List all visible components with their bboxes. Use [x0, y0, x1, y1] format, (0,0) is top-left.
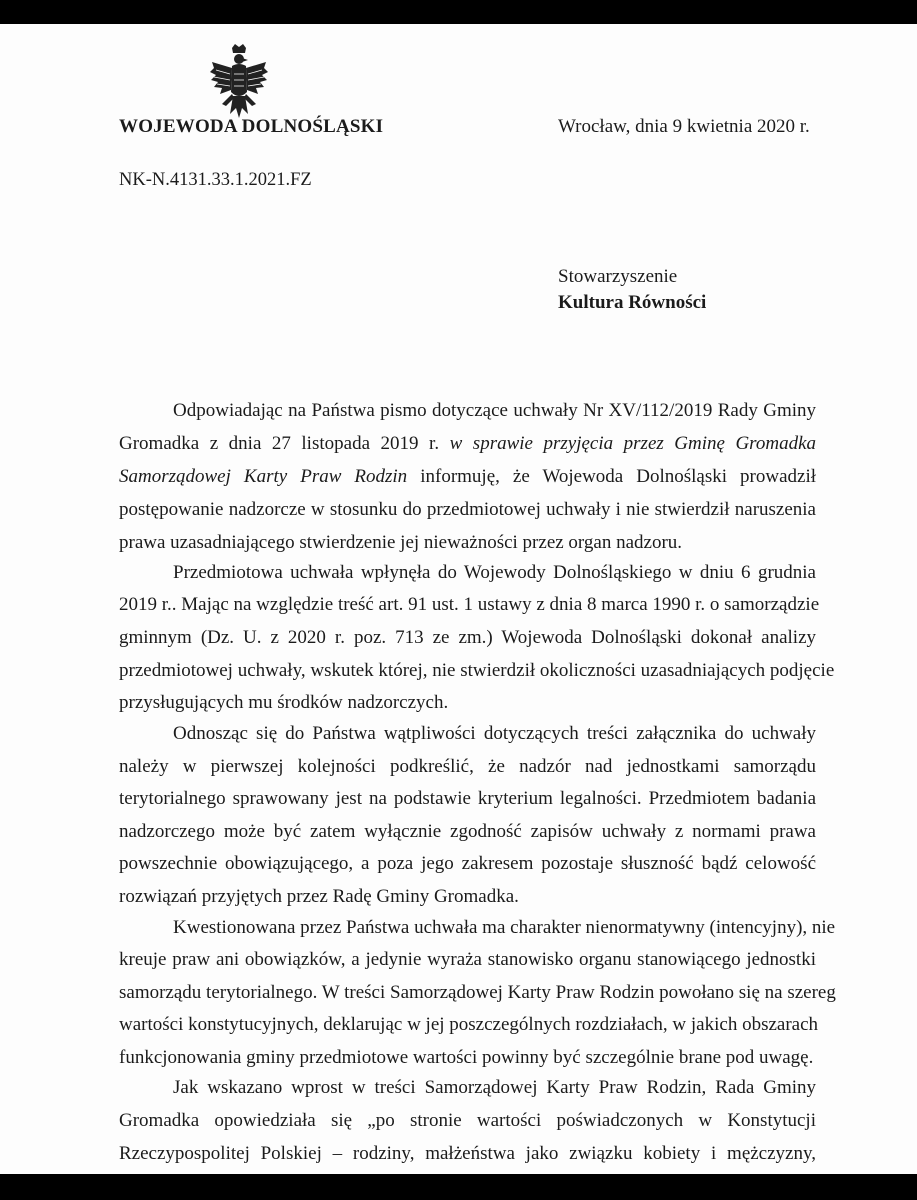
- body-line: [119, 465, 816, 489]
- body-line: samorządu terytorialnego. W treści Samorządowej Karty Praw Rodzin powołano się na szereg: [119, 982, 836, 1003]
- body-line: Przedmiotowa uchwała wpłynęła do Wojewody Dolnośląskiego w dniu 6 grudnia: [173, 562, 816, 583]
- body-text: informuję, że Wojewoda Dolnośląski prowadził: [420, 466, 817, 487]
- reference-number: NK-N.4131.33.1.2021.FZ: [119, 170, 312, 190]
- body-line: Jak wskazano wprost w treści Samorządowej Karty Praw Rodzin, Rada Gminy: [173, 1077, 816, 1098]
- body-line: Kwestionowana przez Państwa uchwała ma charakter nienormatywny (intencyjny), nie: [173, 917, 836, 938]
- body-text-italic: Samorządowej Karty Praw Rodzin: [119, 466, 408, 487]
- body-line: należy w pierwszej kolejności podkreślić, że nadzór nad jednostkami samorządu: [119, 756, 816, 777]
- body-line: [119, 432, 816, 456]
- addressee-line: Stowarzyszenie: [558, 266, 678, 287]
- body-line: powszechnie obowiązującego, a poza jego zakresem pozostaje słuszność bądź celowość: [119, 853, 816, 874]
- letter-page: [0, 24, 917, 1174]
- body-line: kreuje praw ani obowiązków, a jedynie wyraża stanowisko organu stanowiącego jednostki: [119, 949, 816, 970]
- body-line: funkcjonowania gminy przedmiotowe wartości powinny być szczególnie brane pod uwagę.: [119, 1047, 814, 1068]
- body-line: terytorialnego sprawowany jest na podstawie kryterium legalności. Przedmiotem badania: [119, 788, 816, 809]
- issuing-authority: WOJEWODA DOLNOŚLĄSKI: [119, 116, 384, 137]
- body-line: nadzorczego może być zatem wyłącznie zgodność zapisów uchwały z normami prawa: [119, 821, 816, 842]
- body-line: przysługujących mu środków nadzorczych.: [119, 692, 449, 713]
- body-line: przedmiotowej uchwały, wskutek której, nie stwierdził okoliczności uzasadniających podjęcie: [119, 660, 835, 681]
- body-line: wartości konstytucyjnych, deklarując w jej poszczególnych rozdziałach, w jakich obszarach: [119, 1014, 819, 1035]
- body-line: Rzeczypospolitej Polskiej – rodziny, małżeństwa jako związku kobiety i mężczyzny,: [119, 1143, 816, 1164]
- body-line: rozwiązań przyjętych przez Radę Gminy Gromadka.: [119, 886, 519, 907]
- addressee-organization: Kultura Równości: [558, 292, 707, 313]
- body-text: Gromadka z dnia 27 listopada 2019 r.: [119, 433, 440, 454]
- body-line: Odnosząc się do Państwa wątpliwości dotyczących treści załącznika do uchwały: [173, 723, 816, 744]
- body-line: 2019 r.. Mając na względzie treść art. 91 ust. 1 ustawy z dnia 8 marca 1990 r. o samorządzie: [119, 594, 820, 615]
- body-line: postępowanie nadzorcze w stosunku do przedmiotowej uchwały i nie stwierdził naruszenia: [119, 499, 816, 520]
- body-line: prawa uzasadniającego stwierdzenie jej nieważności przez organ nadzoru.: [119, 532, 683, 553]
- body-line: gminnym (Dz. U. z 2020 r. poz. 713 ze zm.) Wojewoda Dolnośląski dokonał analizy: [119, 627, 816, 648]
- letter-date: Wrocław, dnia 9 kwietnia 2020 r.: [558, 116, 810, 137]
- body-text-italic: w sprawie przyjęcia przez Gminę Gromadka: [449, 433, 817, 454]
- body-line: Gromadka opowiedziała się „po stronie wartości poświadczonych w Konstytucji: [119, 1110, 816, 1131]
- body-line: Odpowiadając na Państwa pismo dotyczące uchwały Nr XV/112/2019 Rady Gminy: [173, 400, 816, 421]
- addressee-block: [558, 264, 706, 316]
